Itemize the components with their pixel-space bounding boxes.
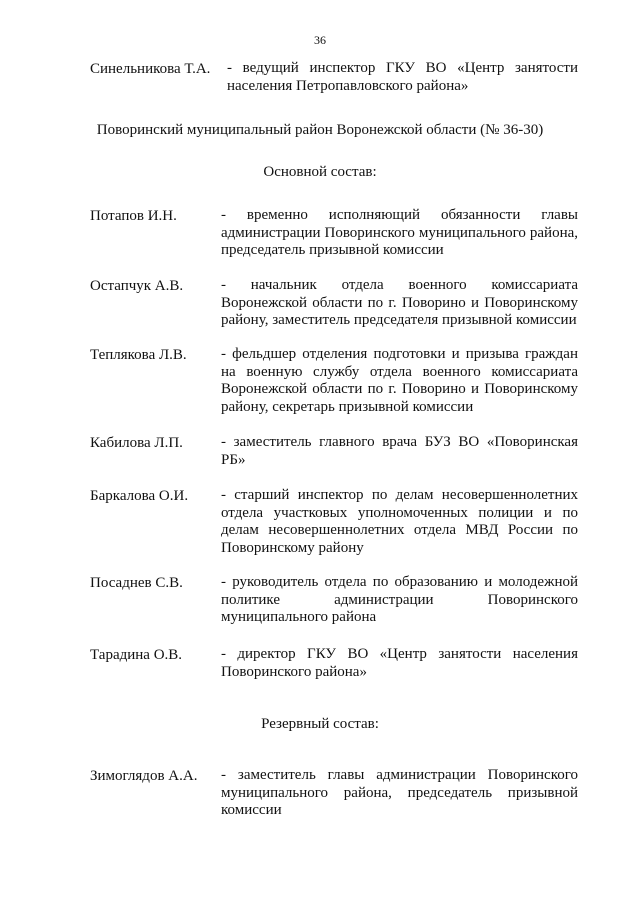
member-name: Посаднев С.В. — [90, 575, 183, 591]
reserve-composition-title: Резервный состав: — [261, 716, 379, 732]
main-composition-title: Основной состав: — [263, 164, 377, 180]
member-name: Остапчук А.В. — [90, 278, 184, 294]
member-name: Теплякова Л.В. — [90, 347, 187, 363]
member-position: - фельдшер отделения подготовки и призыва граждан на военную службу отдела военного комиссариата Воронежской области по г. Поворино и Поворинскому району, секретарь призывной комиссии — [221, 346, 578, 415]
page-number: 36 — [314, 33, 326, 47]
member-name: Тарадина О.В. — [90, 647, 183, 663]
member-name: Баркалова О.И. — [90, 488, 189, 504]
member-name: Зимоглядов А.А. — [90, 768, 198, 784]
member-position: - руководитель отдела по образованию и молодежной политике администрации Поворинского муниципального района — [221, 574, 578, 625]
member-name: Синельникова Т.А. — [90, 61, 211, 77]
member-position: - временно исполняющий обязанности главы администрации Поворинского муниципального района, председатель призывной комиссии — [221, 207, 578, 258]
member-position: - ведущий инспектор ГКУ ВО «Центр занятости населения Петропавловского района» — [227, 60, 578, 94]
member-position: - заместитель главы администрации Поворинского муниципального района, председатель призывной комиссии — [221, 767, 578, 818]
member-position: - заместитель главного врача БУЗ ВО «Поворинская РБ» — [221, 434, 578, 468]
member-position: - директор ГКУ ВО «Центр занятости населения Поворинского района» — [221, 646, 578, 680]
member-position: - начальник отдела военного комиссариата Воронежской области по г. Поворино и Поворинскому району, заместитель председателя призывной комиссии — [221, 277, 578, 328]
member-position: - старший инспектор по делам несовершеннолетних отдела участковых уполномоченных полиции и по делам несовершеннолетних отдела МВД России по Поворинскому району — [221, 487, 578, 556]
member-name: Потапов И.Н. — [90, 208, 177, 224]
district-title: Поворинский муниципальный район Воронежской области (№ 36-30) — [96, 122, 544, 138]
member-name: Кабилова Л.П. — [90, 435, 183, 451]
